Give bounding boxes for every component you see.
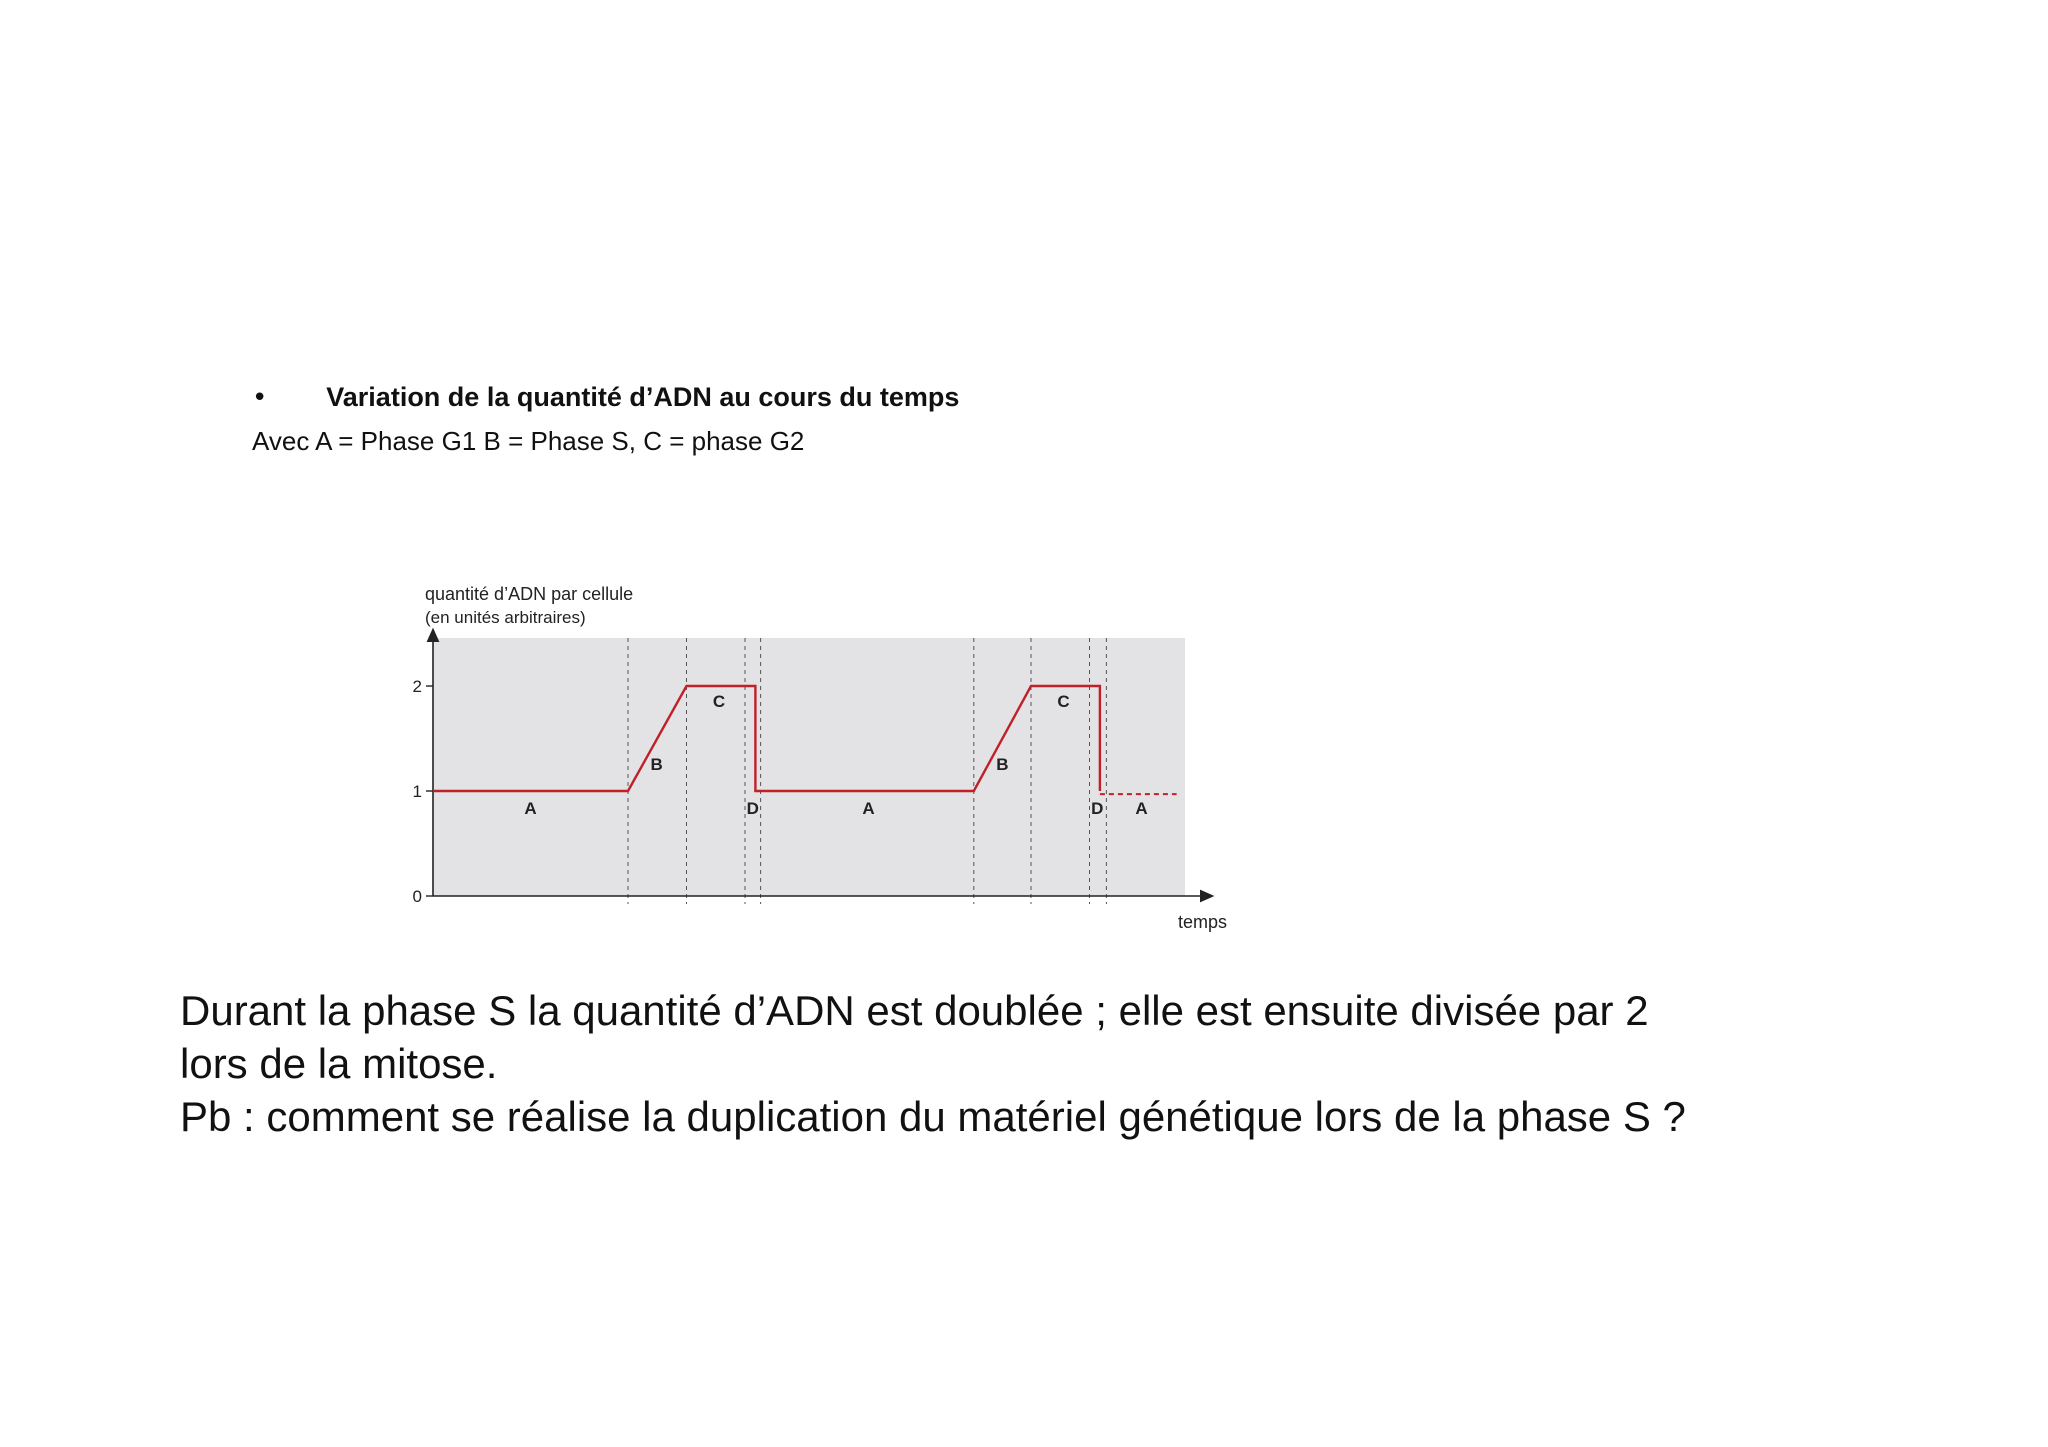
phase-label-d: D bbox=[1091, 799, 1104, 819]
phase-label-b: B bbox=[650, 755, 663, 774]
x-axis-label: temps bbox=[1177, 912, 1227, 932]
phase-label-d: D bbox=[746, 799, 759, 819]
y-tick-label: 1 bbox=[412, 782, 422, 801]
y-ticks bbox=[413, 677, 433, 906]
heading-subtitle: Avec A = Phase G1 B = Phase S, C = phase G2 bbox=[252, 426, 805, 456]
paragraph-line-2: lors de la mitose. bbox=[180, 1040, 498, 1087]
y-tick-label: 0 bbox=[412, 887, 422, 906]
phase-label-a: A bbox=[862, 799, 875, 819]
bullet-icon: • bbox=[252, 383, 268, 413]
heading-bullet-line bbox=[252, 382, 959, 413]
paragraph-line-3: Pb : comment se réalise la duplication du matériel génétique lors de la phase S ? bbox=[180, 1093, 1686, 1140]
plot-background bbox=[433, 638, 1185, 896]
dna-quantity-chart bbox=[400, 570, 1240, 940]
phase-label-c: C bbox=[1057, 692, 1070, 711]
y-tick-label: 2 bbox=[412, 677, 422, 696]
phase-label-a: A bbox=[1135, 799, 1148, 819]
phase-label-c: C bbox=[712, 692, 726, 711]
y-axis-label-line2: (en unités arbitraires) bbox=[425, 608, 586, 627]
chart-svg bbox=[400, 570, 1240, 940]
phase-label-a: A bbox=[524, 799, 537, 819]
phase-label-b: B bbox=[996, 755, 1009, 774]
conclusion-paragraph bbox=[180, 984, 2000, 1143]
paragraph-line-1: Durant la phase S la quantité d’ADN est doublée ; elle est ensuite divisée par 2 bbox=[180, 987, 1649, 1034]
y-axis-label-line1: quantité d’ADN par cellule bbox=[425, 584, 634, 604]
heading-title: Variation de la quantité d’ADN au cours du temps bbox=[326, 382, 960, 412]
